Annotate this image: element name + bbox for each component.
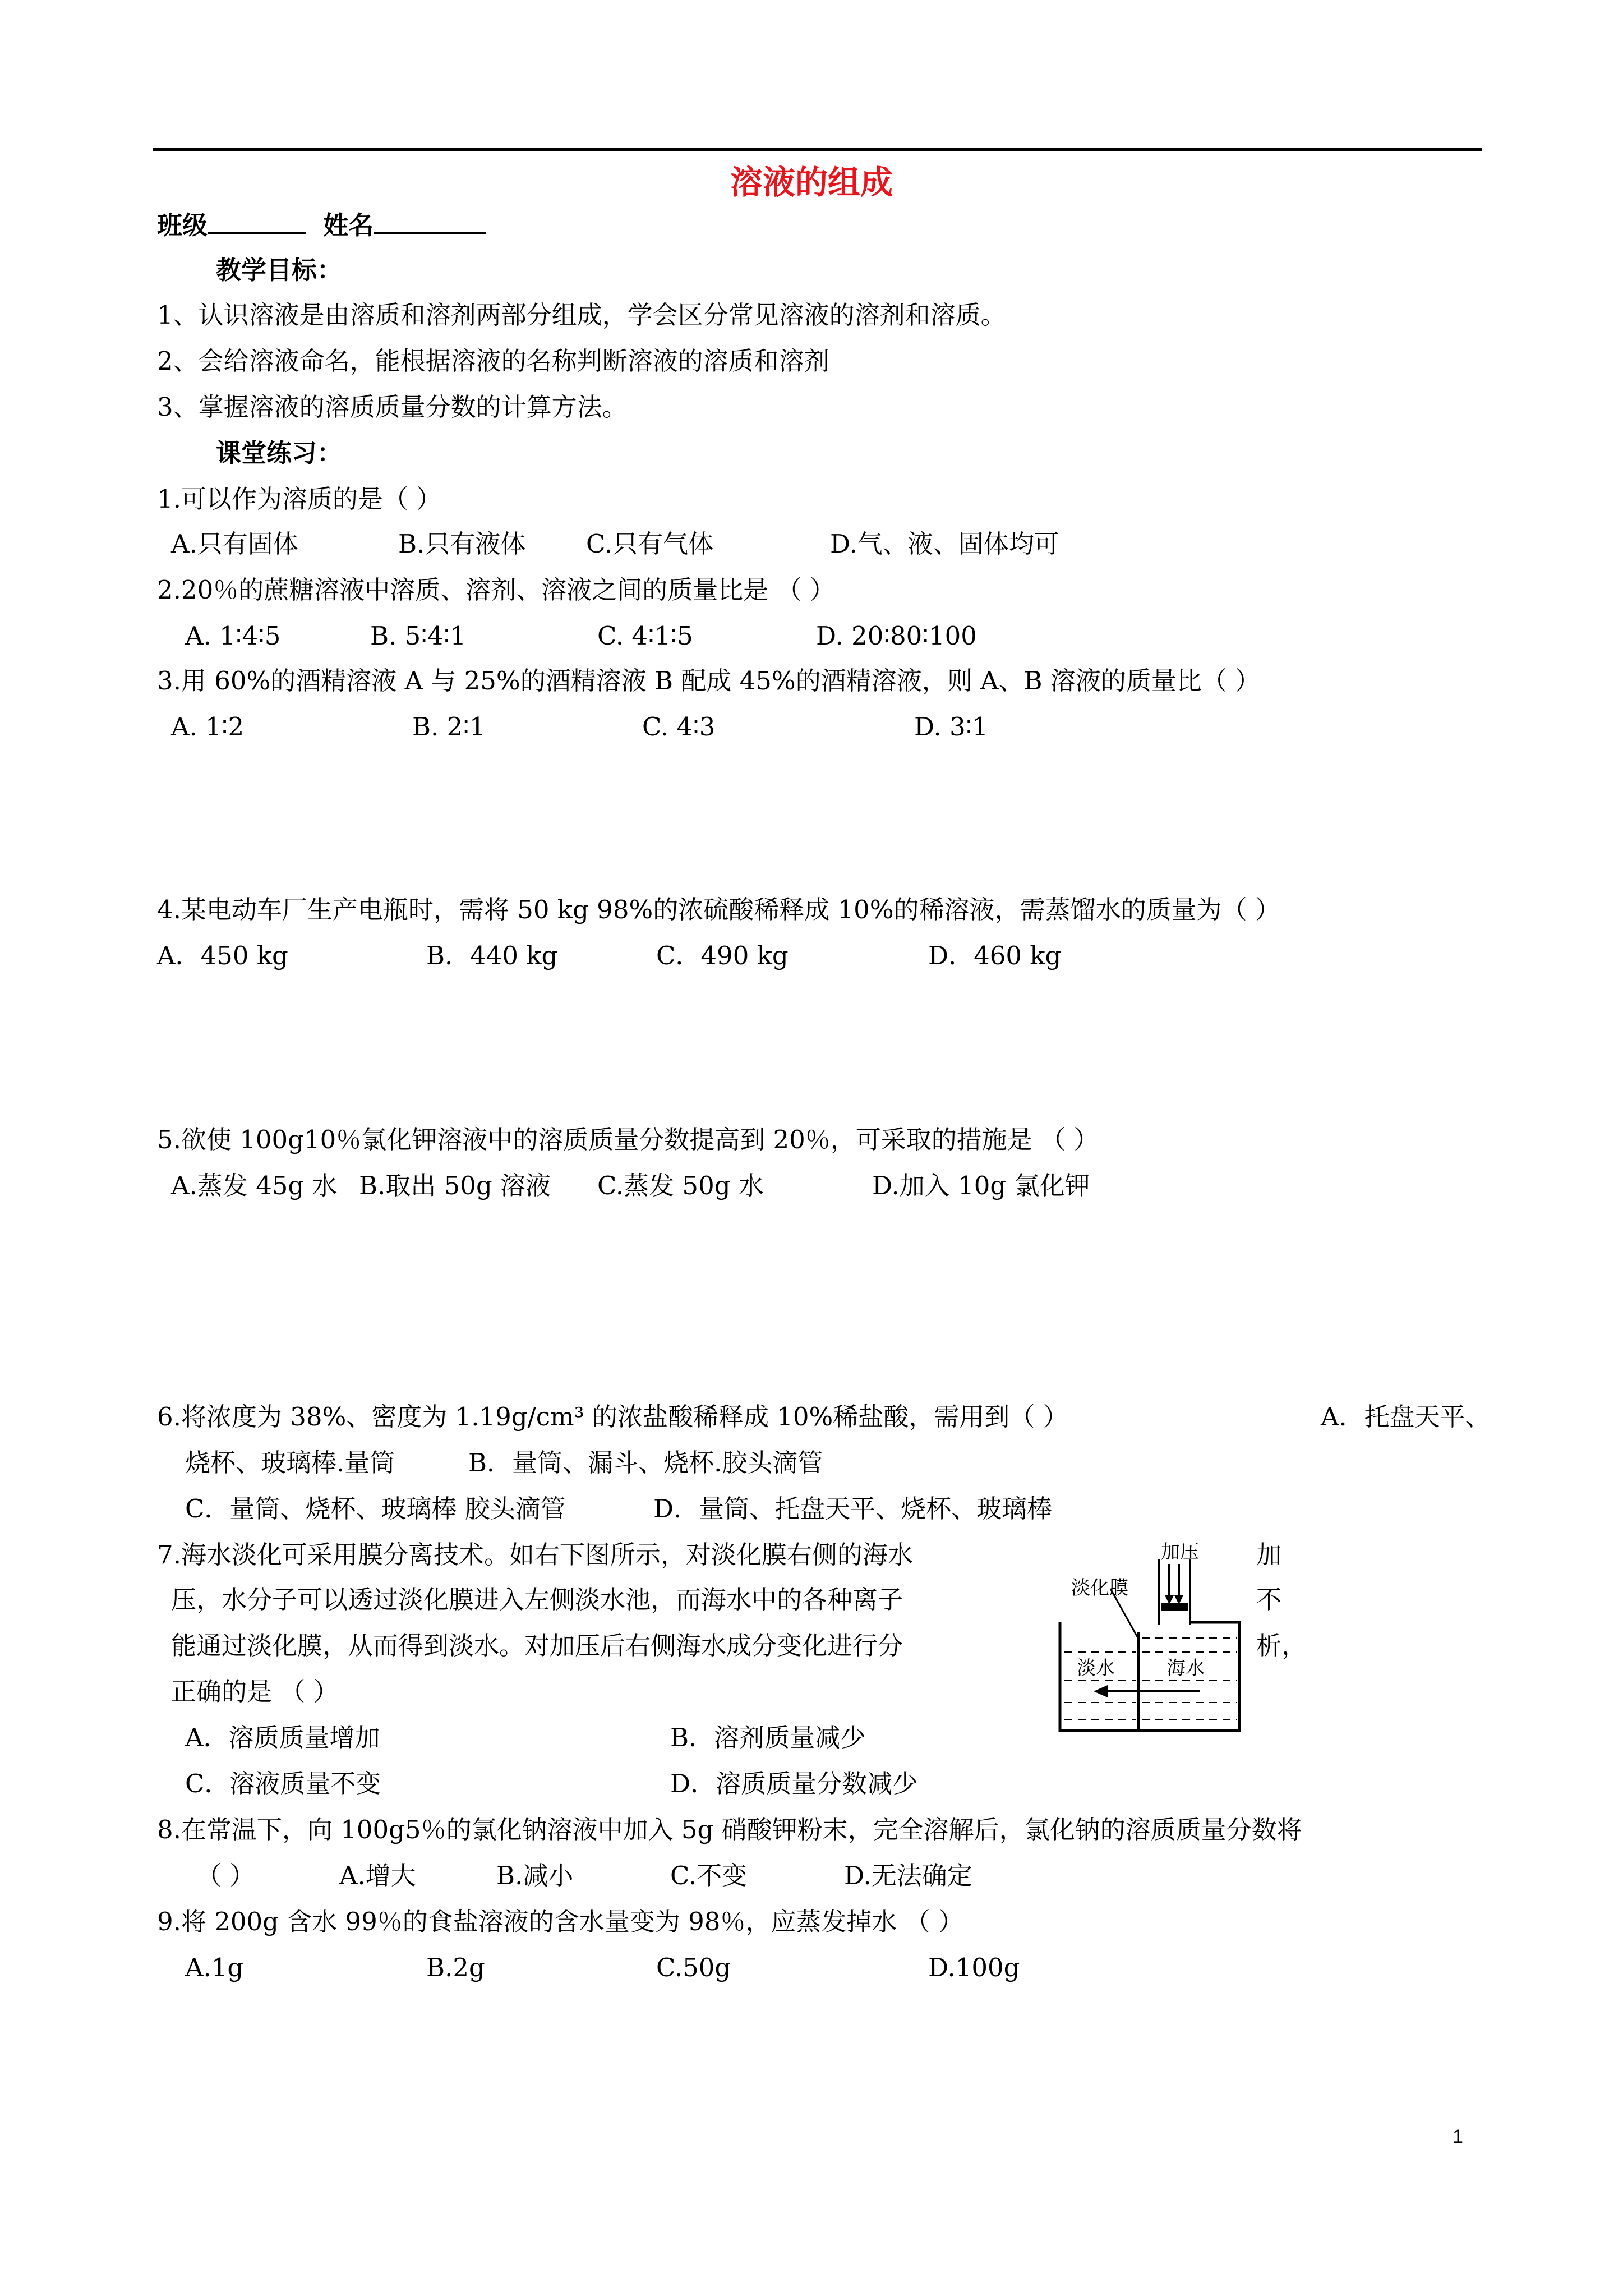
goal-item: 3、掌握溶液的溶质质量分数的计算方法。 [157, 392, 628, 422]
question-stem: 4.某电动车厂生产电瓶时，需将 50 kg 98%的浓硫酸稀释成 10%的稀溶液，需蒸馏水的质量为（ ） [157, 895, 1280, 924]
question-stem: 3.用 60%的酒精溶液 A 与 25%的酒精溶液 B 配成 45%的酒精溶液，则 A、B 溶液的质量比（ ） [157, 666, 1261, 696]
option-continuation: 烧杯、玻璃棒.量筒 [185, 1448, 395, 1478]
goals-heading: 教学目标： [216, 255, 343, 285]
question-stem: 7.海水淡化可采用膜分离技术。如右下图所示，对淡化膜右侧的海水 [157, 1540, 913, 1570]
label-sea-water: 海水 [1166, 1657, 1205, 1680]
option[interactable]: A.蒸发 45g 水 [171, 1171, 338, 1200]
option[interactable]: A．450 kg [157, 941, 288, 970]
goal-item: 1、认识溶液是由溶质和溶剂两部分组成，学会区分常见溶液的溶剂和溶质。 [157, 300, 1006, 330]
question-stem: 1.可以作为溶质的是（ ） [157, 484, 442, 514]
class-name-line [157, 206, 486, 242]
option[interactable]: D.100g [928, 1953, 1020, 1982]
option[interactable]: B．量筒、漏斗、烧杯.胶头滴管 [468, 1448, 823, 1478]
name-blank[interactable] [374, 206, 486, 234]
option[interactable]: D.气、液、固体均可 [830, 529, 1059, 559]
option[interactable]: B. 5∶4∶1 [370, 621, 466, 651]
option[interactable]: B.2g [426, 1953, 485, 1982]
option[interactable]: A. 1∶2 [171, 712, 245, 742]
option[interactable]: A.只有固体 [171, 529, 298, 559]
option[interactable]: C. 4∶3 [642, 712, 716, 742]
option[interactable]: B．440 kg [426, 941, 558, 970]
option[interactable]: D.加入 10g 氯化钾 [872, 1171, 1090, 1200]
goal-item: 2、会给溶液命名，能根据溶液的名称判断溶液的溶质和溶剂 [157, 346, 829, 376]
option[interactable]: C.蒸发 50g 水 [597, 1171, 764, 1200]
question-stem: 5.欲使 100g10％氯化钾溶液中的溶质质量分数提高到 20％，可采取的措施是 （ ） [157, 1125, 1099, 1154]
option[interactable]: B.只有液体 [398, 529, 526, 559]
option[interactable]: D. 20∶80∶100 [816, 621, 977, 651]
page-title: 溶液的组成 [730, 163, 893, 201]
option[interactable]: D. 3∶1 [914, 712, 989, 742]
option[interactable]: A．溶质质量增加 [185, 1723, 380, 1752]
pressure-arrowhead [1165, 1595, 1174, 1604]
option[interactable]: D．量筒、托盘天平、烧杯、玻璃棒 [653, 1494, 1053, 1524]
option[interactable]: C.50g [656, 1953, 731, 1982]
answer-blank[interactable]: （ ） [196, 1861, 255, 1890]
question-stem: 能通过淡化膜，从而得到淡水。对加压后右侧海水成分变化进行分 [171, 1631, 903, 1660]
flow-arrowhead [1094, 1685, 1108, 1697]
class-label: 班级 [157, 210, 208, 240]
option[interactable]: A. 1∶4∶5 [185, 621, 281, 651]
piston [1161, 1603, 1188, 1611]
option[interactable]: C．490 kg [656, 941, 789, 970]
question-stem: 6.将浓度为 38%、密度为 1.19g/cm³ 的浓盐酸稀释成 10%稀盐酸，需用到（ ） [157, 1402, 1068, 1432]
question-stem: 压，水分子可以透过淡化膜进入左侧淡水池，而海水中的各种离子 [171, 1585, 903, 1614]
question-stem-fragment: 不 [1256, 1585, 1282, 1614]
option[interactable]: D．460 kg [928, 941, 1062, 970]
option[interactable]: C.只有气体 [586, 529, 714, 559]
question-stem: 8.在常温下，向 100g5％的氯化钠溶液中加入 5g 硝酸钾粉末，完全溶解后，氯化钠的溶质质量分数将 [157, 1815, 1302, 1844]
option[interactable]: A.增大 [339, 1861, 416, 1890]
question-stem: 正确的是 （ ） [171, 1677, 339, 1706]
question-stem-fragment: 加 [1256, 1540, 1282, 1570]
membrane-diagram [1054, 1537, 1245, 1739]
option[interactable]: B.取出 50g 溶液 [359, 1171, 551, 1200]
option[interactable]: D.无法确定 [844, 1861, 972, 1890]
class-blank[interactable] [208, 206, 306, 234]
option[interactable]: B. 2∶1 [412, 712, 486, 742]
option[interactable]: B．溶剂质量减少 [670, 1723, 866, 1752]
question-stem: 9.将 200g 含水 99％的食盐溶液的含水量变为 98％，应蒸发掉水 （ ） [157, 1907, 963, 1936]
option[interactable]: A．托盘天平、 [1321, 1402, 1491, 1432]
option[interactable]: C. 4∶1∶5 [597, 621, 693, 651]
page-number: 1 [1453, 2126, 1463, 2147]
option[interactable]: C.不变 [670, 1861, 748, 1890]
practice-heading: 课堂练习： [216, 438, 343, 468]
label-pressure: 加压 [1161, 1541, 1199, 1563]
top-rule [153, 148, 1482, 151]
option[interactable]: A.1g [185, 1953, 244, 1982]
pressure-arrowhead [1174, 1595, 1183, 1604]
option[interactable]: B.减小 [496, 1861, 574, 1890]
name-label: 姓名 [323, 210, 374, 240]
option[interactable]: D．溶质质量分数减少 [670, 1769, 918, 1798]
label-membrane: 淡化膜 [1071, 1577, 1128, 1599]
option[interactable]: C．溶液质量不变 [185, 1769, 381, 1798]
label-fresh-water: 淡水 [1077, 1657, 1115, 1680]
question-stem: 2.20％的蔗糖溶液中溶质、溶剂、溶液之间的质量比是 （ ） [157, 575, 835, 605]
question-stem-fragment: 析， [1256, 1631, 1307, 1660]
option[interactable]: C．量筒、烧杯、玻璃棒 胶头滴管 [185, 1494, 566, 1524]
